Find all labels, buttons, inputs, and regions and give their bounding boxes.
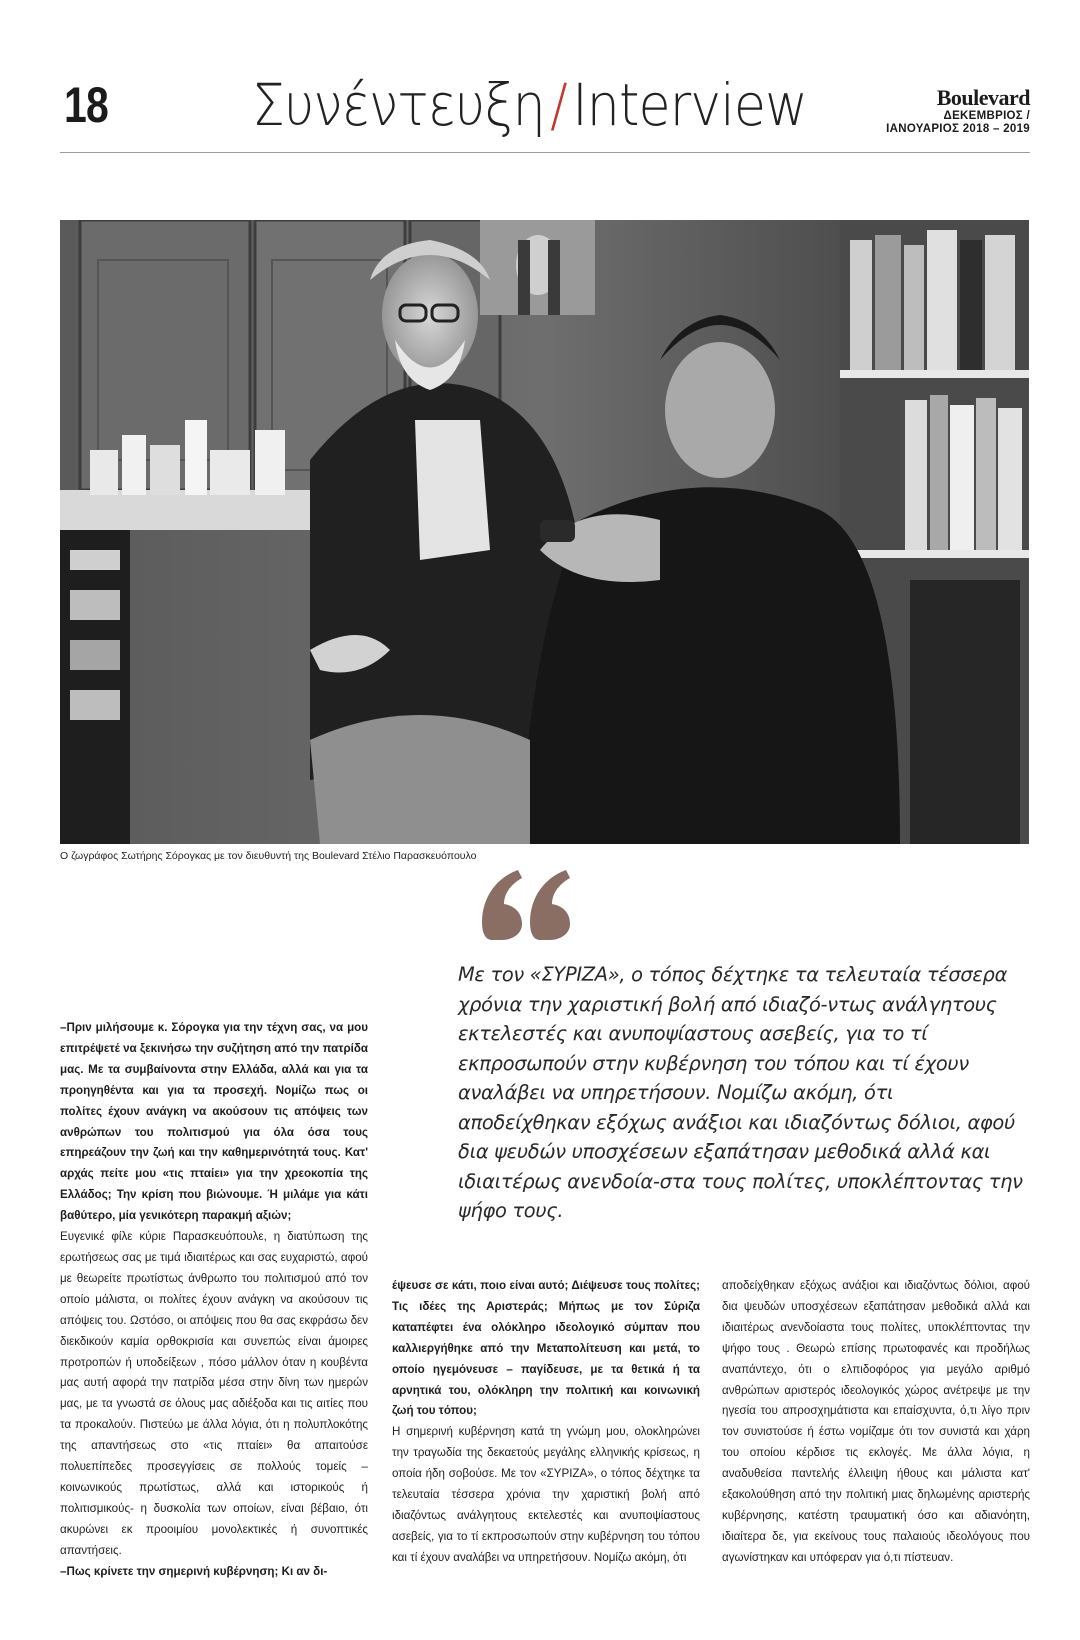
article-column-2	[392, 1276, 700, 1569]
section-title-slash: /	[550, 71, 567, 139]
article-column-1	[60, 1018, 368, 1582]
issue-date-line1: ΔΕΚΕΜΒΡΙΟΣ /	[943, 110, 1030, 123]
section-title-greek: Συνέντευξη	[252, 71, 545, 139]
photo-caption: Ο ζωγράφος Σωτήρης Σόρογκας με τον διευθυντή της Boulevard Στέλιο Παρασκευόπουλο	[60, 850, 477, 862]
page-number: 18	[64, 77, 108, 133]
quote-mark-left	[482, 870, 522, 940]
header-rule	[60, 152, 1030, 153]
issue-date-line2: ΙΑΝΟΥΑΡΙΟΣ 2018 – 2019	[886, 122, 1030, 135]
interview-question-1: –Πριν μιλήσουμε κ. Σόρογκα για την τέχνη σας, να μου επιτρέψετέ να ξεκινήσω την συζήτηση από την πατρίδα μας. Με τα συμβαίνοντα στην Ελλάδα, αλλά και για τα προηγηθέντα και για τα προσεχή. Νομίζω πως οι πολίτες έχουν ανάγκη να ακούσουν τις απόψεις των ανθρώπων του πολιτισμού για όλα όσα τους επηρεάζουν την ζωή και την καθημερινότητά τους. Κατ' αρχάς πείτε μου «τις πταίει» για την χρεοκοπία της Ελλάδος; Την κρίση που βιώνουμε. Ή μιλάμε για κάτι βαθύτερο, μία γενικότερη παρακμή αξιών;	[60, 1021, 368, 1223]
masthead	[886, 86, 1030, 135]
article-column-3	[722, 1276, 1030, 1569]
interview-photo-illustration	[60, 220, 1029, 844]
section-title	[252, 71, 807, 139]
interview-question-2-start: –Πως κρίνετε την σημερινή κυβέρνηση; Κι αν δι-	[60, 1564, 328, 1578]
quote-mark-right	[530, 870, 570, 940]
interview-answer-2-continued: αποδείχθηκαν εξόχως ανάξιοι και ιδιαζόντως δόλιοι, αφού δια ψευδών υποσχέσεων εξαπάτησαν μεθοδικά αλλά και ιδιαιτέρως ανενδοίαστα τους πολίτες, υποκλέπτοντας την ψήφο τους . Θεωρώ επίσης πρωτοφανές και προδήλως αναπάντεχο, ότι ο ελπιδοφόρος για μεγάλο αριθμό ανθρώπων αριστερός ιδεολογικός χώρος ανέτρεψε με την ηγεσία του απροσχημάτιστα και επαίσχυντα, ό,τι λίγο πριν τον συνιστούσε ή έστω νομίζαμε ότι τον συνιστά και χάρη του οποίου κέρδισε τις εκλογές. Με άλλα λόγια, η αναδυθείσα παντελής έλλειψη ήθους και μάλιστα κατ' εξακολούθηση από την πολιτική μιας δηλωμένης αριστερής κυβέρνησης, κατέστη τραυματική όσο και αδιανόητη, ιδιαίτερα δε, για εκείνους τους παλαιούς ιδεολόγους που αγωνίστηκαν και υπόφεραν για ό,τι πίστευαν.	[722, 1279, 1030, 1564]
interview-question-2-end: έψευσε σε κάτι, ποιο είναι αυτό; Διέψευσε τους πολίτες; Τις ιδέες της Αριστεράς; Μήπως με τον Σύριζα καταπέφτει ένα ολόκληρο ιδεολογικό σύμπαν που καλλιεργήθηκε από την Μεταπολίτευση και μετά, το οποίο ηγεμόνευσε – παγίδευσε, με τα θετικά ή τα αρνητικά του, ολόκληρη την πολιτική και κοινωνική ζωή του τόπου;	[392, 1279, 700, 1418]
quote-mark-icon	[482, 868, 572, 948]
section-title-english: Interview	[572, 71, 807, 139]
interview-photo	[60, 220, 1029, 844]
interview-answer-1: Ευγενικέ φίλε κύριε Παρασκευόπουλε, η διατύπωση της ερωτήσεως σας με τιμά ιδιαιτέρως και σας ευχαριστώ, αφού με θεωρείτε πρωτίστως άνθρωπο του πολιτισμού από τον οποίο μάλιστα, οι πολίτες έχουν ανάγκη να ακούσουν τις απόψεις του. Ωστόσο, οι απόψεις που θα σας εκφράσω δεν διεκδικούν καμία ορθοκρισία και συνεπώς είναι άμοιρες προτροπών ή υποδείξεων , πόσο μάλλον όταν η κουβέντα μας αυτή αφορά την πατρίδα μέσα στην δίνη των ημερών μας, με τα γνωστά σε όλους μας αδιέξοδα και τις αιτίες που τα προκαλούν. Πιστεύω με άλλα λόγια, ότι η πολυπλοκότης της απαντήσεως στο «τις πταίει» θα απαιτούσε πολυεπίπεδες προσεγγίσεις σε πολλούς τομείς –κοινωνικούς πρωτίστως, αλλά και ιστορικούς ή πολιτισμικούς- η δυσκολία των οποίων, είναι βέβαιο, ότι ακυρώνει εκ προοιμίου μονολεκτικές ή συνοπτικές απαντήσεις.	[60, 1230, 368, 1557]
pull-quote: Με τον «ΣΥΡΙΖΑ», ο τόπος δέχτηκε τα τελευταία τέσσερα χρόνια την χαριστική βολή από ιδιαζό-ντως ανάλγητους εκτελεστές και ανυποψίαστους ασεβείς, για το τί εκπροσωπούν στην κυβέρνηση του τόπου και τί έχουν αναλάβει να υπηρετήσουν. Νομίζω ακόμη, ότι αποδείχθηκαν εξόχως ανάξιοι και ιδιαζόντως δόλιοι, αφού δια ψευδών υποσχέσεων εξαπάτησαν μεθοδικά αλλά και ιδιαιτέρως ανενδοία-στα τους πολίτες, υποκλέπτοντας την ψήφο τους.	[458, 963, 1023, 1222]
interview-answer-2: Η σημερινή κυβέρνηση κατά τη γνώμη μου, ολοκληρώνει την τραγωδία της δεκαετούς μεγάλης ελληνικής κρίσεως, η οποία ήδη σοβούσε. Με τον «ΣΥΡΙΖΑ», ο τόπος δέχτηκε τα τελευταία τέσσερα χρόνια την χαριστική βολή από ιδιαζόντως ανάλγητους εκτελεστές και ανυποψίαστους ασεβείς, για το τί εκπροσωπούν στην κυβέρνηση του τόπου και τί έχουν αναλάβει να υπηρετήσουν. Νομίζω ακόμη, ότι	[392, 1425, 700, 1564]
brand-name: Boulevard	[936, 85, 1030, 110]
